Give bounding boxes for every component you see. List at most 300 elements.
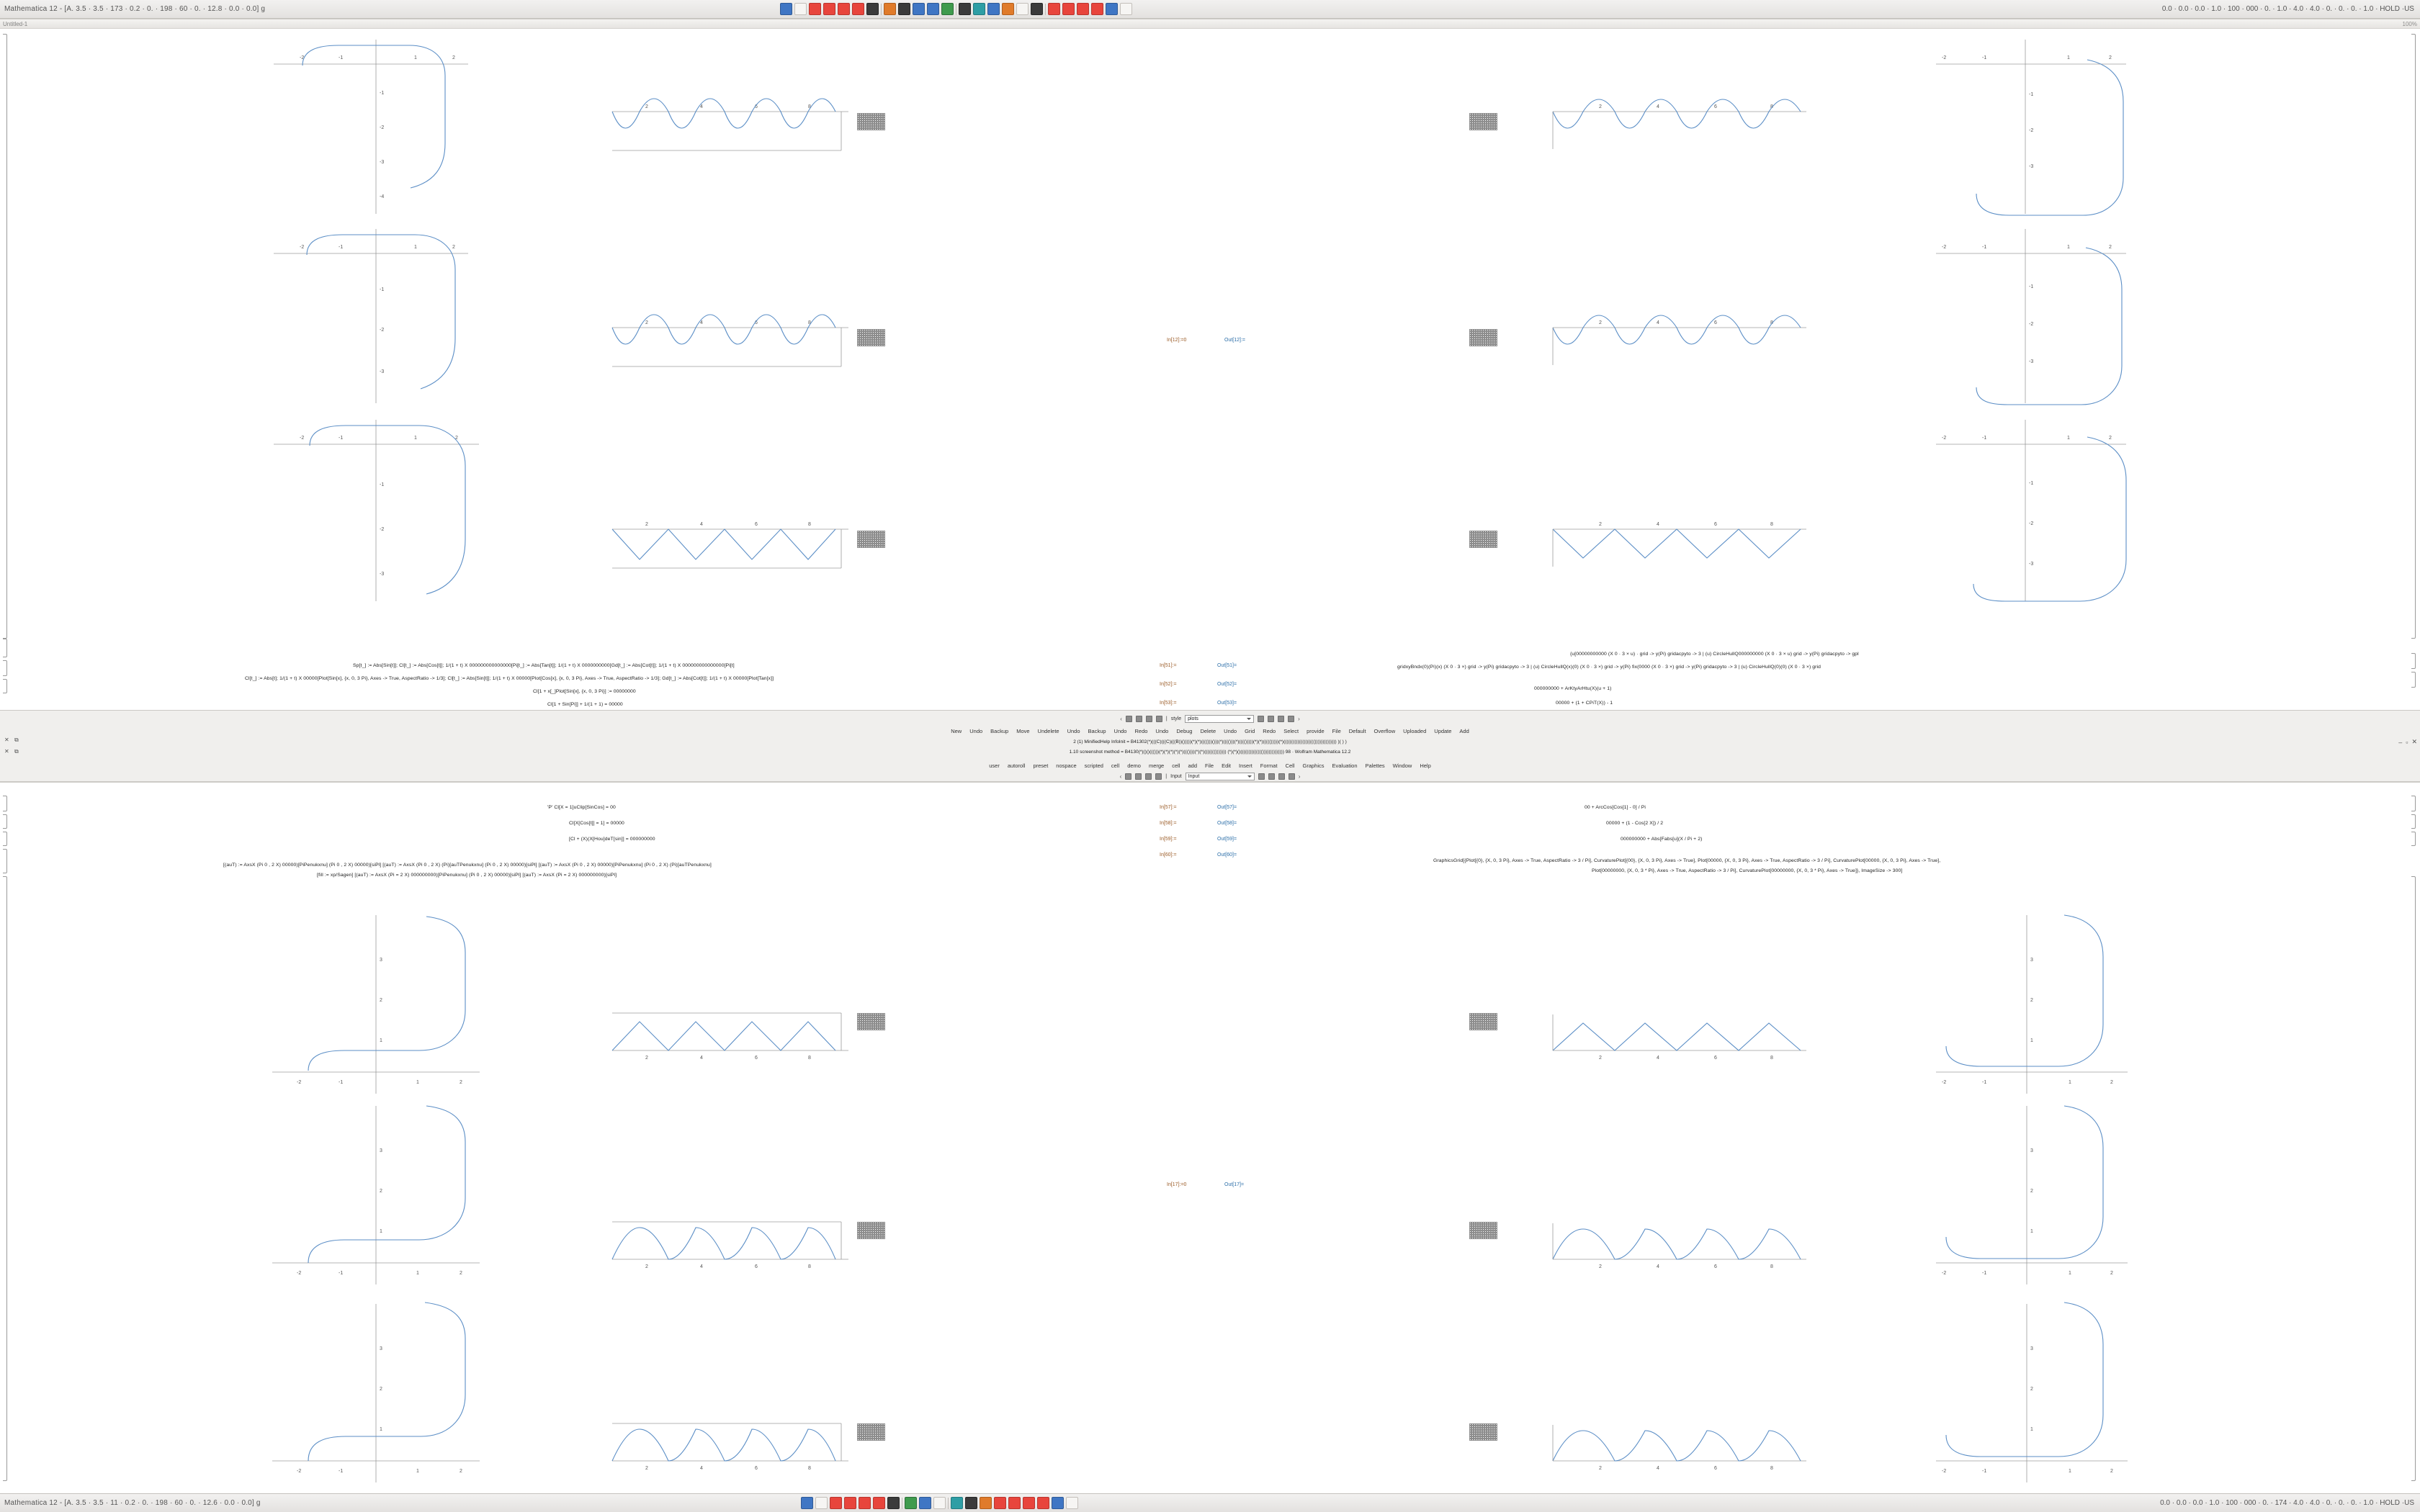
bold-button[interactable]	[1125, 773, 1131, 780]
code-line[interactable]: 'P' Cl[X = 1]uClip[SinCos] = 00	[547, 805, 616, 810]
code-line[interactable]: {u[00000000000 (X 0 · 3 × u) · grid -> y(Pi) gridacpyto -> 3 | (u) CircleHullQ000000000 (X 0 · 3 × u) grid -> y(Pi) gridacpyto -> gpl	[1570, 652, 1859, 657]
code-line[interactable]: 00000 + (1 - Cos[2 X]) / 2	[1606, 821, 1664, 826]
camera-icon[interactable]	[959, 3, 971, 15]
svg-text:-1: -1	[1982, 1469, 1987, 1474]
align-right-button[interactable]	[1278, 773, 1285, 780]
menu-item-window[interactable]: Window	[1392, 762, 1412, 769]
save-icon[interactable]	[913, 3, 925, 15]
menu-item-insert[interactable]: Insert	[1239, 762, 1252, 769]
menu-item[interactable]: add	[1188, 762, 1197, 769]
menu-item[interactable]: Undo	[969, 728, 983, 734]
chevron-left-icon[interactable]: ‹	[1119, 773, 1122, 780]
chevron-down-icon[interactable]	[1247, 718, 1251, 720]
svg-text:-1: -1	[339, 55, 344, 60]
style-select-value: plots	[1188, 716, 1198, 721]
notebook-zoom-top: 100%	[2402, 20, 2417, 27]
menu-item[interactable]: Redo	[1134, 728, 1148, 734]
menu-item[interactable]: Undelete	[1037, 728, 1059, 734]
parametric-plot-3	[266, 415, 483, 603]
svg-text:-1: -1	[2029, 284, 2034, 289]
svg-text:-1: -1	[380, 91, 385, 96]
recorder-icon[interactable]	[1077, 3, 1089, 15]
svg-text:-1: -1	[1982, 436, 1987, 441]
style-label-bottom: Input	[1170, 774, 1182, 779]
code-line[interactable]: [(auT) := AxsX (Pi 0 , 2 X) 00000)[PiPenukxnu] (Pi 0 , 2 X) 00000)[siPl] [(auT) := AxsX (Pi 0 , 2 X) (Pi)[auTPenukxnu] (Pi 0 , 2 X) 00000)[siPl] [(auT) := AxsX (Pi 0 , 2 X) 00000)[PiPenukxnu] (Pi 0 , 2 X) (Pi)[auTPenukxnu]	[223, 863, 712, 868]
color-button[interactable]	[1156, 716, 1162, 722]
menu-item[interactable]: Uploaded	[1403, 728, 1427, 734]
data-grid-block	[1469, 1013, 1497, 1030]
cell-bracket[interactable]	[3, 832, 7, 846]
menu-item-evaluation[interactable]: Evaluation	[1332, 762, 1358, 769]
status-row-1	[0, 739, 2420, 744]
code-line[interactable]: 000000000 + Abs[Fabs[u](X / Pi + 2)	[1621, 837, 1703, 842]
code-line[interactable]: GraphicsGrid[{Plot[{0}, {X, 0, 3 Pi}, Axes -> True, AspectRatio -> 3 / Pi], CurvaturePlot[{00}, {X, 0, 3 Pi}, Axes -> True], Plot[00000, {X, 0, 3 Pi}, Axes -> True, AspectRatio -> 3 / Pi], CurvaturePlot[00000, {X, 0, 3 Pi}, Axes -> True],	[1433, 858, 1941, 863]
copy-icon[interactable]: ⧉	[14, 748, 19, 755]
menu-item[interactable]: Backup	[990, 728, 1009, 734]
out-label: Out[12]:=	[1224, 338, 1245, 343]
menu-item-cell[interactable]: Cell	[1285, 762, 1295, 769]
image-icon[interactable]	[973, 3, 985, 15]
wave-plot-triangle-3	[605, 1006, 850, 1063]
parametric-plot-10	[1930, 912, 2132, 1099]
menu-item[interactable]: Update	[1434, 728, 1452, 734]
recorder-icon[interactable]	[838, 3, 850, 15]
svg-text:6: 6	[1714, 522, 1717, 527]
maximize-button[interactable]: ▫	[2406, 738, 2408, 746]
svg-text:-1: -1	[339, 1080, 344, 1085]
svg-text:2: 2	[1599, 1264, 1602, 1269]
menu-item[interactable]: Undo	[1067, 728, 1080, 734]
svg-text:2: 2	[2109, 245, 2112, 250]
notebook-window-top[interactable]	[0, 19, 2420, 710]
align-center-button[interactable]	[1268, 716, 1274, 722]
wave-plot-triangle-1	[605, 516, 850, 574]
window-controls[interactable]	[2398, 738, 2417, 746]
cell-bracket[interactable]	[2411, 832, 2416, 846]
justify-button[interactable]	[1288, 716, 1294, 722]
menu-item[interactable]: New	[951, 728, 962, 734]
bottom-bar-right-text: 0.0 · 0.0 · 0.0 · 1.0 · 100 · 000 · 0. · 174 · 4.0 · 4.0 · 0. · 0. · 0. · 1.0 · HOLD ·US	[2160, 1499, 2414, 1507]
italic-button[interactable]	[1136, 716, 1142, 722]
recorder-icon[interactable]	[823, 3, 835, 15]
monitor-icon[interactable]	[1031, 3, 1043, 15]
recorder-icon[interactable]	[1048, 3, 1060, 15]
menu-item[interactable]: preset	[1033, 762, 1049, 769]
code-line[interactable]: Plot[00000000, {X, 0, 3 * Pi}, Axes -> True, AspectRatio -> 3 / Pi], CurvaturePlot[00000000, {X, 0, 3 * Pi}, Axes -> True]}, ImageSize -> 300]	[1592, 868, 1903, 873]
menu-item-graphics[interactable]: Graphics	[1302, 762, 1325, 769]
svg-text:-1: -1	[339, 245, 344, 250]
toolbar-band[interactable]	[0, 710, 2420, 782]
svg-text:2: 2	[452, 245, 455, 250]
svg-text:-1: -1	[2029, 481, 2034, 486]
svg-text:-1: -1	[1982, 245, 1987, 250]
cell-bracket-rail-left-bottom[interactable]	[0, 783, 10, 1493]
svg-text:-2: -2	[1942, 55, 1947, 60]
svg-text:2: 2	[2030, 998, 2033, 1003]
close-icon[interactable]: ✕	[4, 748, 9, 755]
cell-bracket[interactable]	[2411, 653, 2416, 669]
svg-text:8: 8	[1770, 522, 1773, 527]
svg-text:-2: -2	[1942, 1080, 1947, 1085]
menu-item[interactable]: cell	[1111, 762, 1120, 769]
wave-plot-sin-8	[1549, 1416, 1808, 1474]
svg-text:2: 2	[645, 1056, 648, 1061]
apps-icon[interactable]	[1066, 1497, 1078, 1509]
recorder-icon[interactable]	[1023, 1497, 1035, 1509]
minimize-button[interactable]: –	[2398, 738, 2403, 746]
cell-bracket[interactable]	[3, 660, 7, 676]
media-icon[interactable]	[866, 3, 879, 15]
svg-text:-2: -2	[2029, 128, 2034, 133]
color-button[interactable]	[1155, 773, 1162, 780]
style-label: style	[1170, 716, 1182, 721]
wave-plot-sin-2	[605, 315, 850, 372]
format-toolbar-bottom[interactable]	[0, 773, 2420, 780]
chevron-right-icon[interactable]: ›	[1298, 716, 1300, 722]
bold-button[interactable]	[1126, 716, 1132, 722]
svg-text:8: 8	[1770, 320, 1773, 325]
menu-item[interactable]: Overflow	[1373, 728, 1396, 734]
camera-icon[interactable]	[951, 1497, 963, 1509]
code-line[interactable]: Cl[1 + x[_]Plot[Sin[x], {x, 0, 3 Pi}] := 00000000	[533, 689, 636, 694]
cell-bracket[interactable]	[2411, 814, 2416, 829]
menu-item-file[interactable]: File	[1205, 762, 1214, 769]
desktop-bottom-bar	[0, 1493, 2420, 1512]
italic-button[interactable]	[1135, 773, 1142, 780]
code-line[interactable]: Cl[X[Cos[t]] = 1] = 00000	[569, 821, 624, 826]
save-icon[interactable]	[927, 3, 939, 15]
svg-text:8: 8	[808, 522, 811, 527]
svg-text:-2: -2	[380, 527, 385, 532]
style-select-bottom[interactable]	[1186, 773, 1255, 780]
recorder-icon[interactable]	[873, 1497, 885, 1509]
svg-text:3: 3	[380, 1346, 382, 1351]
svg-text:-2: -2	[297, 1469, 302, 1474]
svg-text:-3: -3	[2029, 359, 2034, 364]
svg-text:8: 8	[808, 1466, 811, 1471]
svg-text:1: 1	[414, 245, 417, 250]
parametric-plot-7	[266, 912, 483, 1099]
svg-text:1: 1	[380, 1038, 382, 1043]
menu-item[interactable]: scripted	[1084, 762, 1103, 769]
menu-item[interactable]: Default	[1348, 728, 1366, 734]
data-grid-block	[857, 531, 885, 548]
svg-text:6: 6	[1714, 1466, 1717, 1471]
menu-bar-upper[interactable]	[0, 728, 2420, 734]
data-grid-block	[1469, 113, 1497, 130]
svg-text:8: 8	[1770, 104, 1773, 109]
svg-text:8: 8	[1770, 1264, 1773, 1269]
cell-bracket[interactable]	[2411, 796, 2416, 811]
align-left-button[interactable]	[1258, 773, 1265, 780]
tray-separator	[948, 1498, 949, 1509]
notebook-title-top: Untitled-1	[3, 20, 28, 27]
svg-text:-1: -1	[339, 436, 344, 441]
in-label: In[51]:=	[1160, 663, 1177, 668]
terminal-icon[interactable]	[933, 1497, 946, 1509]
image-icon[interactable]	[965, 1497, 977, 1509]
parametric-plot-12	[1930, 1301, 2132, 1488]
code-line[interactable]: Cl[t_] := Abs[t]; 1/(1 + t) X 00000[Plot[Sin[x], {x, 0, 3 Pi}, Axes -> True, AspectRatio -> 1/3]; Cl[t_] := Abs[Sin[t]]; 1/(1 + t) X 00000[Plot[Cos[x], {x, 0, 3 Pi}, Axes -> True, AspectRatio -> 1/3]; Gd[t_] := Abs[Cot[t]]; 1/(1 + t) X 00000[Plot[Tan[x]]	[245, 676, 774, 681]
code-line[interactable]: gridxyBndx(0)(Pi)(x) (X 0 · 3 ×) grid -> y(Pi) gridacpyto -> 3 | (u) CircleHullQ(x)(0) (X 0 · 3 ×) grid -> y(Pi) fix(0000 (X 0 · 3 ×) grid -> y(Pi) gridacpyto -> 3 | (u) CircleHullQ(0)(0) (X 0 · 3 ×) grid	[1397, 665, 1821, 670]
display-icon[interactable]	[1052, 1497, 1064, 1509]
svg-text:4: 4	[1657, 320, 1659, 325]
recorder-icon[interactable]	[1037, 1497, 1049, 1509]
data-grid-block	[857, 1222, 885, 1239]
cell-bracket-rail-right-top[interactable]	[2408, 19, 2419, 710]
menu-item-palettes[interactable]: Palettes	[1365, 762, 1385, 769]
svg-text:8: 8	[808, 320, 811, 325]
menu-item[interactable]: Delete	[1200, 728, 1216, 734]
svg-text:2: 2	[645, 104, 648, 109]
out-label: Out[57]=	[1217, 805, 1237, 810]
svg-text:-1: -1	[2029, 92, 2034, 97]
close-icon[interactable]: ✕	[4, 737, 9, 743]
svg-text:-3: -3	[2029, 562, 2034, 567]
recorder-icon[interactable]	[809, 3, 821, 15]
menu-item[interactable]: Redo	[1263, 728, 1276, 734]
in-label: In[52]:=	[1160, 682, 1177, 687]
save-icon[interactable]	[987, 3, 1000, 15]
parametric-plot-5	[1930, 225, 2132, 405]
recorder-icon[interactable]	[844, 1497, 856, 1509]
menu-item[interactable]: merge	[1148, 762, 1165, 769]
format-toolbar-top[interactable]	[0, 715, 2420, 723]
svg-text:1: 1	[414, 436, 417, 441]
folder-icon[interactable]	[884, 3, 896, 15]
top-bar-right-text: 0.0 · 0.0 · 0.0 · 1.0 · 100 · 000 · 0. · 1.0 · 4.0 · 4.0 · 0. · 0. · 0. · 1.0 · HOLD ·US	[2161, 5, 2414, 13]
recorder-icon[interactable]	[859, 1497, 871, 1509]
align-left-button[interactable]	[1258, 716, 1264, 722]
out-label: Out[59]=	[1217, 837, 1237, 842]
code-line[interactable]: 00 + ArcCos[Cos[1] - 0] / Pi	[1585, 805, 1646, 810]
justify-button[interactable]	[1289, 773, 1295, 780]
out-label: Out[58]=	[1217, 821, 1237, 826]
style-select[interactable]	[1185, 715, 1254, 723]
svg-text:1: 1	[2067, 436, 2070, 441]
menu-item[interactable]: Undo	[1155, 728, 1169, 734]
data-grid-block	[1469, 1222, 1497, 1239]
wave-plot-triangle-2	[1549, 516, 1808, 574]
code-line[interactable]: [fill := xp/Sagen] [(auT) := AxsX (Pi = 2 X) 000000000)[PiPenukxnu] (Pi 0 , 2 X) 00000)[siPl] [(auT) := AxsX (Pi = 2 X) 000000000)[siPl]	[317, 873, 617, 878]
cell-bracket[interactable]	[2411, 34, 2416, 639]
svg-text:6: 6	[1714, 320, 1717, 325]
svg-text:-1: -1	[1982, 1271, 1987, 1276]
svg-text:-2: -2	[300, 245, 305, 250]
svg-text:4: 4	[700, 1466, 703, 1471]
cell-bracket[interactable]	[3, 876, 7, 1481]
cell-bracket[interactable]	[3, 814, 7, 829]
code-line[interactable]: [Cl + (X)(X[Hou]deT[sin]] = 000000000	[569, 837, 655, 842]
format-divider: |	[1165, 716, 1168, 721]
cell-bracket-rail-right-bottom[interactable]	[2408, 783, 2419, 1493]
svg-text:3: 3	[2030, 958, 2033, 963]
svg-text:-1: -1	[339, 1469, 344, 1474]
parametric-plot-8	[266, 1103, 483, 1290]
menu-item-format[interactable]: Format	[1260, 762, 1278, 769]
files-icon[interactable]	[794, 3, 807, 15]
svg-text:-2: -2	[2029, 521, 2034, 526]
folder-icon[interactable]	[905, 1497, 917, 1509]
svg-text:-2: -2	[1942, 436, 1947, 441]
svg-text:2: 2	[460, 1469, 462, 1474]
menu-item[interactable]: provide	[1307, 728, 1325, 734]
in-label: In[60]:=	[1160, 852, 1177, 858]
recorder-icon[interactable]	[1008, 1497, 1021, 1509]
settings-icon[interactable]	[1016, 3, 1028, 15]
cell-bracket[interactable]	[2411, 876, 2416, 1481]
svg-text:-3: -3	[380, 572, 385, 577]
wave-plot-sin-7	[1549, 1215, 1808, 1272]
svg-text:4: 4	[1657, 1264, 1659, 1269]
svg-text:1: 1	[2030, 1427, 2033, 1432]
menu-item[interactable]: cell	[1172, 762, 1180, 769]
cell-bracket[interactable]	[3, 679, 7, 693]
out-label: Out[17]=	[1224, 1182, 1245, 1187]
svg-text:4: 4	[700, 104, 703, 109]
status-row-2-text: 1.10 screenshot method = B4130(*)()()((()))(*)(*)(*)(*)(*)((())))(*)(*)((((((())))))) (*)(*)()(((((((((((((()))))))))))))) 98 · Wolfram Mathematica 12.2	[1069, 750, 1351, 755]
svg-text:1: 1	[2067, 55, 2070, 60]
cell-bracket[interactable]	[3, 34, 7, 639]
menu-item[interactable]: nospace	[1056, 762, 1077, 769]
menu-item[interactable]: Debug	[1176, 728, 1193, 734]
svg-text:-2: -2	[297, 1271, 302, 1276]
files-icon[interactable]	[815, 1497, 828, 1509]
chevron-down-icon[interactable]	[1247, 775, 1252, 778]
code-line[interactable]: Cl[1 + Sin[Pi]] + 1/(1 + 1) = 00000	[547, 702, 623, 707]
svg-text:1: 1	[2069, 1080, 2071, 1085]
svg-text:-1: -1	[380, 482, 385, 487]
in-label: In[57]:=	[1160, 805, 1177, 810]
underline-button[interactable]	[1146, 716, 1152, 722]
svg-text:4: 4	[1657, 1056, 1659, 1061]
svg-text:-4: -4	[380, 194, 385, 199]
recorder-icon[interactable]	[852, 3, 864, 15]
menu-item[interactable]: Move	[1016, 728, 1030, 734]
data-grid-block	[1469, 329, 1497, 346]
menu-item[interactable]: Grid	[1245, 728, 1255, 734]
recorder-icon[interactable]	[994, 1497, 1006, 1509]
svg-text:-3: -3	[380, 160, 385, 165]
menu-bar-lower[interactable]	[0, 762, 2420, 769]
mail-icon[interactable]	[1002, 3, 1014, 15]
menu-item[interactable]: Backup	[1088, 728, 1106, 734]
svg-text:-2: -2	[1942, 1469, 1947, 1474]
cell-bracket-rail-left-top[interactable]	[0, 19, 10, 710]
svg-text:2: 2	[1599, 1466, 1602, 1471]
menu-item[interactable]: Undo	[1224, 728, 1237, 734]
in-label: In[59]:=	[1160, 837, 1177, 842]
bottom-bar-left-text: Mathematica 12 - [A. 3.5 · 3.5 · 11 · 0.2 · 0. · 198 · 60 · 0. · 12.6 · 0.0 · 0.0] g	[4, 1499, 261, 1507]
menu-item[interactable]: Select	[1283, 728, 1299, 734]
svg-text:4: 4	[700, 1264, 703, 1269]
notebook-window-bottom[interactable]	[0, 782, 2420, 1493]
svg-text:4: 4	[1657, 1466, 1659, 1471]
chevron-left-icon[interactable]: ‹	[1120, 716, 1122, 722]
desktop-top-bar	[0, 0, 2420, 19]
svg-text:-2: -2	[380, 328, 385, 333]
svg-text:4: 4	[700, 320, 703, 325]
cell-bracket[interactable]	[3, 639, 7, 657]
menu-item[interactable]: File	[1332, 728, 1341, 734]
status-row-2	[0, 750, 2420, 755]
notebook-titlebar-top[interactable]	[0, 19, 2420, 29]
svg-text:-1: -1	[1982, 55, 1987, 60]
data-grid-block	[857, 1013, 885, 1030]
align-right-button[interactable]	[1278, 716, 1284, 722]
menu-item-help[interactable]: Help	[1420, 762, 1431, 769]
svg-text:2: 2	[380, 998, 382, 1003]
display-icon[interactable]	[1106, 3, 1118, 15]
menu-item-edit[interactable]: Edit	[1222, 762, 1232, 769]
svg-text:6: 6	[1714, 1056, 1717, 1061]
cell-bracket[interactable]	[3, 796, 7, 811]
menu-item[interactable]: autoroll	[1007, 762, 1026, 769]
svg-text:4: 4	[1657, 104, 1659, 109]
recorder-icon[interactable]	[1091, 3, 1103, 15]
wave-plot-sin-6	[605, 1416, 850, 1474]
menu-item[interactable]: demo	[1127, 762, 1141, 769]
svg-text:2: 2	[645, 1466, 648, 1471]
svg-text:-3: -3	[2029, 164, 2034, 169]
svg-text:2: 2	[2030, 1387, 2033, 1392]
svg-text:4: 4	[700, 1056, 703, 1061]
cell-bracket[interactable]	[3, 849, 7, 873]
svg-text:2: 2	[2110, 1469, 2113, 1474]
terminal-icon[interactable]	[898, 3, 910, 15]
svg-text:-2: -2	[2029, 322, 2034, 327]
code-line[interactable]: 00000 + (1 + CPiT(X)) - 1	[1556, 701, 1613, 706]
svg-text:-2: -2	[300, 55, 305, 60]
underline-button[interactable]	[1145, 773, 1152, 780]
browser-icon[interactable]	[780, 3, 792, 15]
data-grid-block	[857, 1423, 885, 1441]
cell-bracket[interactable]	[2411, 672, 2416, 688]
data-grid-block	[1469, 1423, 1497, 1441]
menu-item[interactable]: user	[989, 762, 1000, 769]
menu-item[interactable]: Undo	[1113, 728, 1127, 734]
code-line[interactable]: 000000000 + ArKtyArHtu(X)(u + 1)	[1534, 686, 1612, 691]
svg-text:2: 2	[645, 1264, 648, 1269]
align-center-button[interactable]	[1268, 773, 1275, 780]
recorder-icon[interactable]	[1062, 3, 1075, 15]
svg-text:1: 1	[2030, 1038, 2033, 1043]
mail-icon[interactable]	[980, 1497, 992, 1509]
bottom-tray[interactable]	[801, 1497, 1078, 1509]
data-grid-block	[857, 113, 885, 130]
svg-text:8: 8	[1770, 1466, 1773, 1471]
close-button[interactable]: ✕	[2411, 738, 2417, 745]
browser-icon[interactable]	[801, 1497, 813, 1509]
svg-text:-2: -2	[300, 436, 305, 441]
menu-item[interactable]: Add	[1459, 728, 1469, 734]
svg-text:6: 6	[755, 1056, 758, 1061]
chevron-right-icon[interactable]: ›	[1298, 773, 1301, 780]
svg-text:-1: -1	[1982, 1080, 1987, 1085]
wave-plot-triangle-4	[1549, 1006, 1808, 1063]
save-icon[interactable]	[919, 1497, 931, 1509]
svg-text:2: 2	[460, 1271, 462, 1276]
chat-icon[interactable]	[941, 3, 954, 15]
apps-icon[interactable]	[1120, 3, 1132, 15]
media-icon[interactable]	[887, 1497, 900, 1509]
copy-icon[interactable]: ⧉	[14, 737, 19, 743]
wave-plot-sin-4	[1549, 315, 1808, 372]
svg-text:6: 6	[755, 104, 758, 109]
code-line[interactable]: Sp[t_] := Abs[Sin[t]]; Cl[t_] := Abs[Cos[t]]; 1/(1 + t) X 000000000000000[Pi[t_] := Abs[Tan[t]]; 1/(1 + t) X 0000000000[Gd[t_] := Abs[Cot[t]]; 1/(1 + t) X 000000000000000[Pi[t]	[353, 663, 735, 668]
recorder-icon[interactable]	[830, 1497, 842, 1509]
top-tray[interactable]	[780, 3, 1132, 15]
